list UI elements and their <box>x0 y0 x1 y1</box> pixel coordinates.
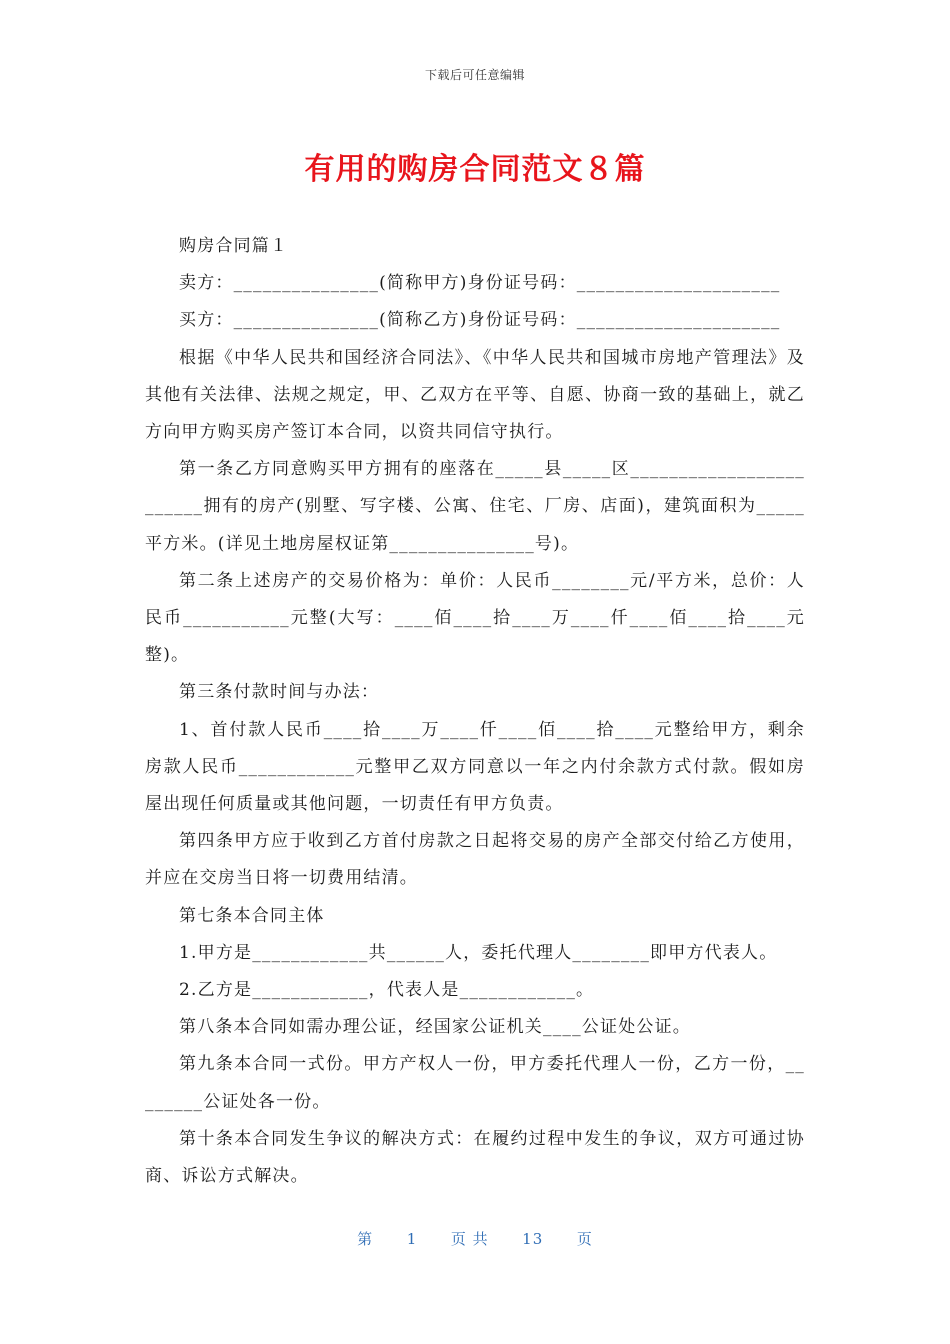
article-3-heading: 第三条付款时间与办法： <box>179 682 380 703</box>
footer-current-page: 1 <box>406 1230 418 1248</box>
article-2: 第二条上述房产的交易价格为：单价：人民币________元/平方米，总价：人民币___________元整(大写：____佰____拾____万____仟____佰____拾____元整)。 <box>145 570 805 666</box>
buyer-line: 买方：_______________(简称乙方)身份证号码：_____________________ <box>179 310 781 331</box>
article-4: 第四条甲方应于收到乙方首付房款之日起将交易的房产全部交付给乙方使用，并应在交房当日将一切费用结清。 <box>145 831 805 889</box>
article-10: 第十条本合同发生争议的解决方式：在履约过程中发生的争议，双方可通过协商、诉讼方式解决。 <box>145 1128 805 1187</box>
footer-total-pages: 13 <box>522 1230 544 1248</box>
article-3-item-1: 1、首付款人民币____拾____万____仟____佰____拾____元整给甲方，剩余房款人民币____________元整甲乙双方同意以一年之内付余款方式付款。假如房屋出现任何质量或其他问题，一切责任有甲方负责。 <box>145 719 805 815</box>
article-9: 第九条本合同一式份。甲方产权人一份，甲方委托代理人一份，乙方一份，________公证处各一份。 <box>145 1054 805 1112</box>
article-7-item-1: 1.甲方是____________共______人，委托代理人________即甲方代表人。 <box>179 942 778 963</box>
section-heading: 购房合同篇１ <box>179 236 289 256</box>
footer-total-label: 页 共 <box>450 1230 489 1248</box>
page-footer <box>0 1228 950 1249</box>
contract-body <box>145 228 805 1195</box>
seller-line: 卖方：_______________(简称甲方)身份证号码：_____________________ <box>179 273 781 294</box>
article-8: 第八条本合同如需办理公证，经国家公证机关____公证处公证。 <box>179 1017 691 1038</box>
article-1: 第一条乙方同意购买甲方拥有的座落在_____县_____区________________________拥有的房产(别墅、写字楼、公寓、住宅、厂房、店面)，建筑面积为_____平方米。(详见土地房屋权证第_______________号)。 <box>145 459 805 554</box>
document-title: 有用的购房合同范文８篇 <box>304 152 646 187</box>
footer-page-suffix: 页 <box>576 1230 593 1248</box>
article-7-heading: 第七条本合同主体 <box>179 905 325 926</box>
preamble-paragraph: 根据《中华人民共和国经济合同法》、《中华人民共和国城市房地产管理法》及其他有关法律、法规之规定，甲、乙双方在平等、自愿、协商一致的基础上，就乙方向甲方购买房产签订本合同，以资共同信守执行。 <box>145 347 805 443</box>
article-7-item-2: 2.乙方是____________，代表人是____________。 <box>179 980 595 1001</box>
footer-page-label: 第 <box>357 1230 374 1248</box>
page-header-note: 下载后可任意编辑 <box>424 68 525 82</box>
